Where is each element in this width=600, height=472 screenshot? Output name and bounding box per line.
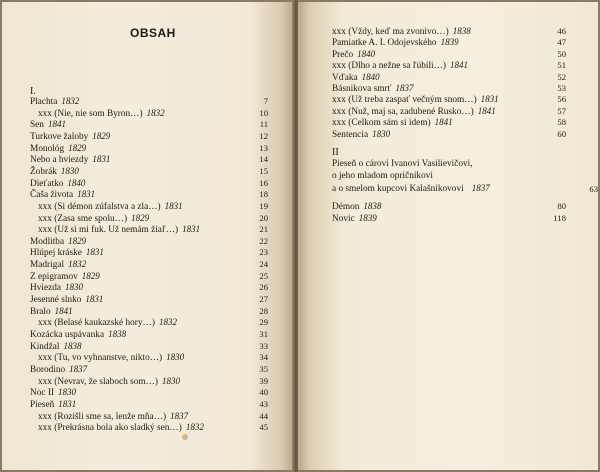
toc-entry bbox=[30, 329, 268, 340]
entry-year: 1829 bbox=[131, 212, 150, 223]
toc-entry bbox=[332, 83, 566, 94]
entry-page: 29 bbox=[259, 317, 268, 328]
toc-entry bbox=[30, 387, 268, 399]
toc-entry bbox=[30, 398, 268, 410]
entry-page: 7 bbox=[263, 96, 268, 106]
entry-title: xxx (Vždy, keď ma zvonivo…) bbox=[332, 27, 449, 37]
entry-year: 1837 bbox=[395, 83, 414, 93]
entry-title: Turkove žaloby bbox=[30, 131, 89, 142]
entry-year: 1831 bbox=[58, 398, 77, 409]
toc-entry bbox=[332, 128, 566, 140]
toc-entry bbox=[30, 270, 268, 282]
entry-title: xxx (Celkom sám si idem) bbox=[332, 118, 431, 129]
entry-page: 19 bbox=[259, 200, 268, 211]
entry-page: 80 bbox=[557, 201, 566, 211]
entry-year: 1830 bbox=[60, 165, 79, 176]
entry-title: Z epigramov bbox=[30, 271, 78, 282]
left-page bbox=[2, 2, 294, 470]
entry-title: Plachta bbox=[30, 97, 58, 107]
entry-year: 1831 bbox=[85, 294, 104, 305]
entry-title: Kindžal bbox=[30, 341, 60, 352]
entry-year: 1830 bbox=[64, 282, 83, 293]
entry-page: 57 bbox=[557, 105, 566, 116]
entry-title: Monológ bbox=[30, 143, 65, 154]
toc-entry bbox=[332, 48, 566, 60]
entry-page: 51 bbox=[557, 60, 566, 71]
entry-page: 46 bbox=[557, 26, 566, 36]
entry-title: Noc II bbox=[30, 388, 55, 399]
entry-title: Čaša života bbox=[30, 190, 74, 201]
paper-stain bbox=[182, 434, 188, 440]
toc-entry bbox=[332, 212, 566, 224]
entry-year: 1837 bbox=[170, 410, 189, 421]
entry-year: 1832 bbox=[185, 422, 204, 433]
entry-title-line: Pieseň o cárovi Ivanovi Vasilievičovi, bbox=[332, 159, 473, 169]
toc-entry bbox=[38, 107, 268, 119]
entry-page: 34 bbox=[259, 352, 268, 363]
toc-entry bbox=[30, 340, 268, 352]
entry-page: 24 bbox=[259, 259, 268, 270]
entry-year: 1840 bbox=[357, 48, 376, 59]
entry-year: 1839 bbox=[440, 37, 459, 48]
toc-entry bbox=[30, 96, 268, 107]
entry-year: 1831 bbox=[85, 247, 104, 258]
entry-page: 20 bbox=[259, 212, 268, 223]
toc-entry bbox=[30, 177, 268, 189]
entry-year: 1831 bbox=[92, 154, 111, 165]
entry-title: Borodino bbox=[30, 364, 66, 375]
entry-title: Novic bbox=[332, 213, 355, 224]
entry-year: 1841 bbox=[54, 305, 73, 316]
entry-title: Jesenné slnko bbox=[30, 295, 82, 306]
toc-entry bbox=[38, 224, 268, 236]
toc-entry bbox=[38, 212, 268, 224]
entry-page: 22 bbox=[259, 235, 268, 246]
entry-title: Kozácka uspávanka bbox=[30, 330, 105, 340]
entry-year: 1841 bbox=[477, 105, 496, 116]
toc-entry bbox=[332, 94, 566, 106]
entry-page: 21 bbox=[259, 224, 268, 235]
entry-year: 1841 bbox=[450, 60, 469, 71]
entry-title: Dieťatko bbox=[30, 178, 64, 189]
entry-page: 16 bbox=[259, 177, 268, 188]
entry-title: Žobrák bbox=[30, 166, 57, 177]
entry-title: xxx (Nevrav, že slaboch som…) bbox=[38, 376, 158, 387]
toc-entry bbox=[30, 305, 268, 317]
entry-year: 1838 bbox=[452, 26, 471, 36]
entry-page: 23 bbox=[259, 247, 268, 258]
right-page bbox=[298, 2, 598, 470]
entry-year: 1832 bbox=[146, 107, 165, 118]
page-title: OBSAH bbox=[130, 26, 176, 40]
entry-year: 1831 bbox=[480, 94, 499, 105]
toc-entry bbox=[38, 375, 268, 387]
entry-year: 1838 bbox=[108, 329, 127, 339]
entry-page: 50 bbox=[557, 48, 566, 59]
entry-page: 27 bbox=[259, 294, 268, 305]
entry-year: 1838 bbox=[63, 340, 82, 351]
entry-title: xxx (Už si mi fuk. Už nemám žiaľ…) bbox=[38, 225, 179, 236]
entry-year: 1832 bbox=[158, 317, 177, 328]
entry-title: Sentencia bbox=[332, 129, 369, 140]
entry-page: 10 bbox=[259, 107, 268, 118]
entry-year: 1830 bbox=[161, 375, 180, 386]
toc-entry bbox=[30, 363, 268, 375]
entry-page: 45 bbox=[259, 422, 268, 433]
entry-page: 63 bbox=[589, 184, 598, 194]
entry-title: Vďaka bbox=[332, 72, 358, 83]
toc-entry bbox=[30, 165, 268, 177]
entry-page: 14 bbox=[259, 154, 268, 165]
toc-entry bbox=[332, 60, 566, 72]
entry-year: 1829 bbox=[81, 270, 100, 281]
entry-title: xxx (Nie, nie som Byron…) bbox=[38, 108, 143, 119]
entry-title: xxx (Tu, vo vyhnanstve, nikto…) bbox=[38, 353, 163, 364]
toc-entry bbox=[38, 422, 268, 434]
entry-year: 1832 bbox=[68, 259, 87, 270]
toc-entry bbox=[38, 352, 268, 364]
entry-page: 35 bbox=[259, 363, 268, 374]
entry-year: 1831 bbox=[182, 224, 201, 235]
toc-entry-long bbox=[332, 158, 598, 195]
entry-page: 118 bbox=[553, 212, 566, 223]
entry-page: 53 bbox=[557, 83, 566, 93]
entry-year: 1841 bbox=[47, 119, 66, 130]
entry-page: 47 bbox=[557, 37, 566, 48]
section-heading: I. bbox=[30, 86, 36, 97]
entry-title: Hviezda bbox=[30, 283, 61, 294]
entry-page: 11 bbox=[259, 119, 268, 130]
entry-title: xxx (Belasé kaukazské hory…) bbox=[38, 318, 155, 329]
toc-entry bbox=[30, 247, 268, 259]
entry-page: 40 bbox=[259, 387, 268, 398]
entry-year: 1829 bbox=[68, 142, 87, 153]
toc-entry bbox=[332, 71, 566, 83]
entry-title: xxx (Nuž, maj sa, zadubené Rusko…) bbox=[332, 106, 474, 117]
entry-year: 1838 bbox=[363, 201, 382, 211]
entry-page: 56 bbox=[557, 94, 566, 105]
toc-entry bbox=[30, 154, 268, 166]
toc-entry bbox=[332, 26, 566, 37]
toc-entry bbox=[30, 282, 268, 294]
entry-page: 31 bbox=[259, 329, 268, 339]
entry-title: Bralo bbox=[30, 306, 51, 317]
entry-year: 1840 bbox=[361, 71, 380, 82]
entry-title: xxx (Už treba zaspať večným snom…) bbox=[332, 95, 477, 106]
entry-title: xxx (Si démon zúfalstva a zla…) bbox=[38, 201, 161, 212]
entry-page: 39 bbox=[259, 375, 268, 386]
entry-title-line: a o smelom kupcovi Kalašnikovovi bbox=[332, 184, 464, 194]
section-heading: II bbox=[332, 147, 339, 158]
toc-entry bbox=[30, 119, 268, 131]
entry-title: xxx (Rozišli sme sa, lenže mňa…) bbox=[38, 411, 167, 422]
entry-page: 60 bbox=[557, 128, 566, 139]
entry-page: 15 bbox=[259, 165, 268, 176]
entry-year: 1830 bbox=[166, 352, 185, 363]
entry-page: 44 bbox=[259, 410, 268, 421]
entry-page: 18 bbox=[259, 189, 268, 200]
entry-page: 25 bbox=[259, 270, 268, 281]
entry-year: 1837 bbox=[69, 363, 88, 374]
toc-entry bbox=[30, 294, 268, 306]
entry-year: 1830 bbox=[372, 128, 391, 139]
entry-page: 26 bbox=[259, 282, 268, 293]
entry-year: 1829 bbox=[68, 235, 87, 246]
entry-year: 1829 bbox=[92, 130, 111, 141]
entry-page: 52 bbox=[557, 71, 566, 82]
toc-entry bbox=[30, 259, 268, 271]
toc-entry bbox=[38, 200, 268, 212]
toc-entry bbox=[332, 117, 566, 129]
entry-title: Modlitba bbox=[30, 236, 65, 247]
entry-title: Démon bbox=[332, 202, 360, 212]
entry-title: xxx (Prekrásna bola ako sladký sen…) bbox=[38, 423, 182, 434]
entry-year: 1837 bbox=[471, 183, 490, 193]
entry-title: Pieseň bbox=[30, 399, 55, 410]
entry-year: 1831 bbox=[164, 200, 183, 211]
toc-entry bbox=[30, 235, 268, 247]
entry-page: 43 bbox=[259, 398, 268, 409]
toc-entry bbox=[30, 130, 268, 142]
toc-entry bbox=[38, 317, 268, 329]
entry-year: 1841 bbox=[434, 117, 453, 128]
entry-page: 12 bbox=[259, 130, 268, 141]
toc-entry bbox=[332, 201, 566, 212]
entry-title: Prečo bbox=[332, 49, 354, 60]
entry-title: Sen bbox=[30, 120, 44, 131]
entry-title: Nebo a hviezdy bbox=[30, 155, 89, 166]
entry-page: 33 bbox=[259, 340, 268, 351]
entry-title: Madrigal bbox=[30, 260, 65, 271]
entry-year: 1830 bbox=[58, 387, 77, 398]
entry-year: 1832 bbox=[61, 96, 80, 106]
toc-entry bbox=[332, 105, 566, 117]
toc-entry bbox=[38, 410, 268, 422]
entry-page: 58 bbox=[557, 117, 566, 128]
entry-year: 1831 bbox=[77, 189, 96, 200]
entry-page: 13 bbox=[259, 142, 268, 153]
entry-title: Básnikova smrť bbox=[332, 84, 392, 94]
entry-page: 28 bbox=[259, 305, 268, 316]
entry-title: Hlúpej kráske bbox=[30, 248, 82, 259]
entry-title: xxx (Zasa sme spolu…) bbox=[38, 213, 128, 224]
toc-entry bbox=[332, 37, 566, 49]
entry-title: xxx (Dlho a nežne sa ľúbili…) bbox=[332, 61, 447, 72]
entry-title-line: o jeho mladom opričníkovi bbox=[332, 171, 433, 181]
entry-year: 1839 bbox=[358, 212, 377, 223]
toc-entry bbox=[30, 142, 268, 154]
entry-title: Pamiatke A. I. Odojevského bbox=[332, 38, 437, 49]
entry-year: 1840 bbox=[67, 177, 86, 188]
toc-entry bbox=[30, 189, 268, 201]
